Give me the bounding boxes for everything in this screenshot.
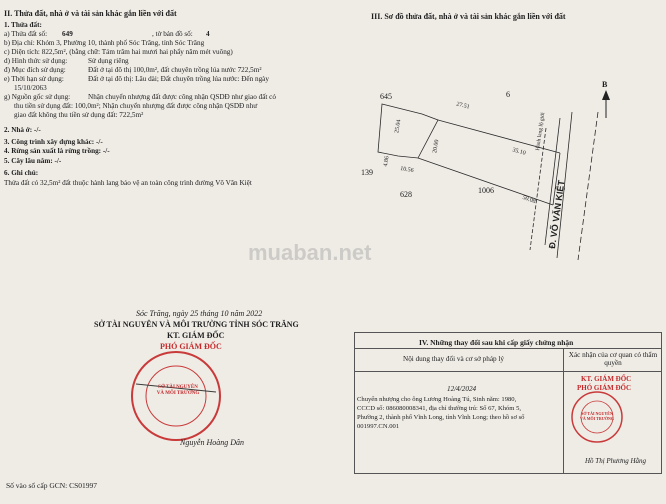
dim-50-08: 50.08 xyxy=(521,194,537,206)
sign-role-1: KT. GIÁM ĐỐC xyxy=(167,331,225,340)
origin-line-2: thu tiền sử dụng đất: 100,0m²; Nhận chuyển nhượng đất được công nhận QSDĐ như xyxy=(14,102,258,110)
table-title: IV. Những thay đổi sau khi cấp giấy chứng nhận xyxy=(419,338,574,347)
stamp-right-text: SỞ TÀI NGUYÊN VÀ MÔI TRƯỜNG xyxy=(580,411,614,421)
changes-table xyxy=(354,332,662,474)
parcel-6: 6 xyxy=(506,90,510,99)
parcel-number-value: 649 xyxy=(62,30,73,38)
signer-left: Nguyễn Hoàng Dân xyxy=(180,438,244,447)
change-line-4: 001997.CN.001 xyxy=(357,423,400,430)
house-line: 2. Nhà ở: -/- xyxy=(4,126,41,134)
address-line: b) Địa chỉ: Khóm 3, Phường 10, thành phố Sóc Trăng, tỉnh Sóc Trăng xyxy=(4,39,205,47)
signer-right: Hồ Thị Phương Hằng xyxy=(585,457,647,465)
issuing-org: SỞ TÀI NGUYÊN VÀ MÔI TRƯỜNG TỈNH SÓC TRĂNG xyxy=(94,320,299,329)
section3-title: III. Sơ đồ thửa đất, nhà ở và tài sản khác gắn liền với đất xyxy=(371,12,566,21)
sign-role-2: PHÓ GIÁM ĐỐC xyxy=(160,342,222,351)
stamp-left-text: SỞ TÀI NGUYÊN VÀ MÔI TRƯỜNG xyxy=(156,385,200,396)
dim-27-51: 27.51 xyxy=(455,101,471,111)
gcn-number: Số vào sổ cấp GCN: CS01997 xyxy=(6,481,98,490)
other-works-line: 3. Công trình xây dựng khác: -/- xyxy=(4,138,103,146)
dim-25-04: 25.04 xyxy=(394,119,403,134)
use-purpose-value: Đất ở tại đô thị 100,0m², đất chuyên trồng lúa nước 722,5m² xyxy=(88,66,262,74)
use-form-label: d) Hình thức sử dụng: xyxy=(4,57,68,65)
use-form-value: Sử dụng riêng xyxy=(88,57,129,65)
area-line: c) Diện tích: 822,5m², (bằng chữ: Tám trăm hai mươi hai phẩy năm mét vuông) xyxy=(4,48,233,56)
confirm-role-2: PHÓ GIÁM ĐỐC xyxy=(577,384,632,392)
parcel-1006: 1006 xyxy=(478,186,494,195)
parcel-outline-left xyxy=(378,104,438,158)
use-term-date: 15/10/2063 xyxy=(14,84,47,92)
parcel-number-label: a) Thửa đất số: xyxy=(4,30,48,38)
change-line-2: CCCD số: 086080008341, địa chỉ thường trú: Số 67, Khóm 5, xyxy=(357,405,522,412)
use-term-value: Đất ở tại đô thị: Lâu dài; Đất chuyên trồng lúa nước: Đến ngày xyxy=(88,75,269,83)
note-heading: 6. Ghi chú: xyxy=(4,169,39,177)
section2-title: II. Thửa đất, nhà ở và tài sản khác gắn liền với đất xyxy=(4,9,177,18)
dim-10-56: 10.56 xyxy=(399,165,415,175)
parcel-139: 139 xyxy=(361,168,373,177)
map-sheet-label: , tờ bản đồ số: xyxy=(152,30,193,38)
north-label: B xyxy=(602,80,608,89)
confirm-role-1: KT. GIÁM ĐỐC xyxy=(581,375,632,383)
forest-line: 4. Rừng sản xuất là rừng trồng: -/- xyxy=(4,147,110,155)
parcel-645: 645 xyxy=(380,92,392,101)
watermark: muaban.net xyxy=(248,240,372,265)
use-term-label: e) Thời hạn sử dụng: xyxy=(4,75,64,83)
change-date: 12/4/2024 xyxy=(447,385,477,393)
change-line-3: Phường 2, thành phố Vĩnh Long, tỉnh Vĩnh Long; theo hồ sơ số xyxy=(357,414,525,421)
origin-line-1: Nhận chuyển nhượng đất được công nhận QSDĐ như giao đất có xyxy=(88,93,276,101)
place-date: Sóc Trăng, ngày 25 tháng 10 năm 2022 xyxy=(136,309,263,318)
road-edge-3 xyxy=(578,112,598,260)
use-purpose-label: đ) Mục đích sử dụng: xyxy=(4,66,66,74)
dim-35-10: 35.10 xyxy=(511,147,527,157)
dim-20-00: 20.00 xyxy=(432,139,441,154)
parcel-heading: 1. Thửa đất: xyxy=(4,21,42,29)
note-text: Thửa đất có 32,5m² đất thuộc hành lang bảo vệ an toàn công trình đường Võ Văn Kiệt xyxy=(4,179,252,187)
perennial-line: 5. Cây lâu năm: -/- xyxy=(4,157,62,165)
parcel-628: 628 xyxy=(400,190,412,199)
map-sheet-value: 4 xyxy=(206,30,210,38)
corridor-label: Hành lang lộ giới xyxy=(534,112,547,151)
col-header-content: Nội dung thay đổi và cơ sở pháp lý xyxy=(403,355,505,363)
col-header-confirm: Xác nhận của cơ quan có thẩm quyền xyxy=(568,351,658,367)
north-arrow xyxy=(602,90,610,118)
road-label: Đ. VÕ VĂN KIỆT xyxy=(547,179,567,250)
origin-line-3: giao đất không thu tiền sử dụng đất: 722,5m² xyxy=(14,111,144,119)
change-line-1: Chuyển nhượng cho ông Lương Hoàng Tú, Sinh năm: 1980, xyxy=(357,396,517,403)
origin-label: g) Nguồn gốc sử dụng: xyxy=(4,93,71,101)
dim-4-86: 4.86 xyxy=(382,155,391,168)
